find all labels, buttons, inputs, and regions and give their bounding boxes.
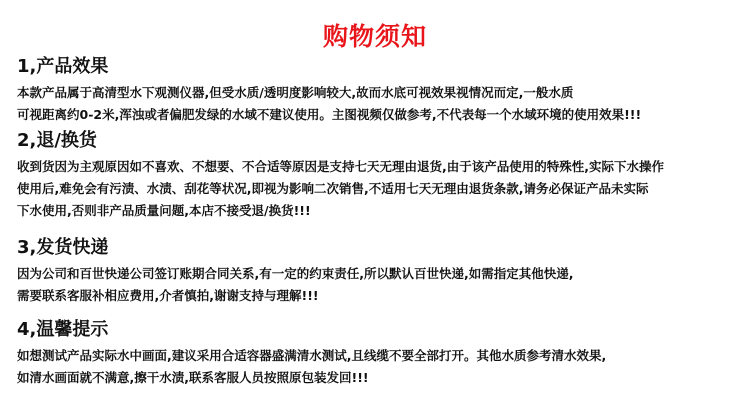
paragraph-line: 因为公司和百世快递公司签订账期合同关系,有一定的约束责任,所以默认百世快递,如需指定其他快递, (17, 266, 574, 281)
page-title: 购物须知 (322, 22, 427, 51)
paragraph-line: 收到货因为主观原因如不喜欢、不想要、不合适等原因是支持七天无理由退货,由于该产品使用的特殊性,实际下水操作 (17, 159, 664, 174)
section-heading: 3,发货快递 (17, 237, 109, 258)
section-paragraph (17, 82, 737, 126)
paragraph-line: 如清水画面就不满意,擦干水渍,联系客服人员按照原包装发回!!! (17, 370, 369, 385)
paragraph-line: 本款产品属于高清型水下观测仪器,但受水质/透明度影响较大,故而水底可视效果视情况而定,一般水质 (17, 85, 574, 100)
section-heading: 4,温馨提示 (17, 319, 109, 340)
section-heading: 1,产品效果 (17, 56, 109, 77)
section-shipping (17, 236, 737, 307)
section-product-effect (17, 55, 737, 126)
section-return-exchange (17, 129, 737, 222)
section-heading: 2,退/换货 (17, 130, 97, 151)
paragraph-line: 如想测试产品实际水中画面,建议采用合适容器盛满清水测试,且线缆不要全部打开。其他水质参考清水效果, (17, 348, 607, 363)
section-paragraph (17, 263, 737, 307)
section-paragraph (17, 345, 737, 389)
paragraph-line: 需要联系客服补相应费用,介者慎拍,谢谢支持与理解!!! (17, 288, 319, 303)
paragraph-line: 可视距离约0-2米,浑浊或者偏肥发绿的水域不建议使用。主图视频仅做参考,不代表每一个水域环境的使用效果!!! (17, 107, 642, 122)
paragraph-line: 下水使用,否则非产品质量问题,本店不接受退/换货!!! (17, 203, 311, 218)
section-paragraph (17, 156, 737, 222)
section-tips (17, 318, 737, 389)
paragraph-line: 使用后,难免会有污渍、水渍、刮花等状况,即视为影响二次销售,不适用七天无理由退货条款,请务必保证产品未实际 (17, 181, 649, 196)
